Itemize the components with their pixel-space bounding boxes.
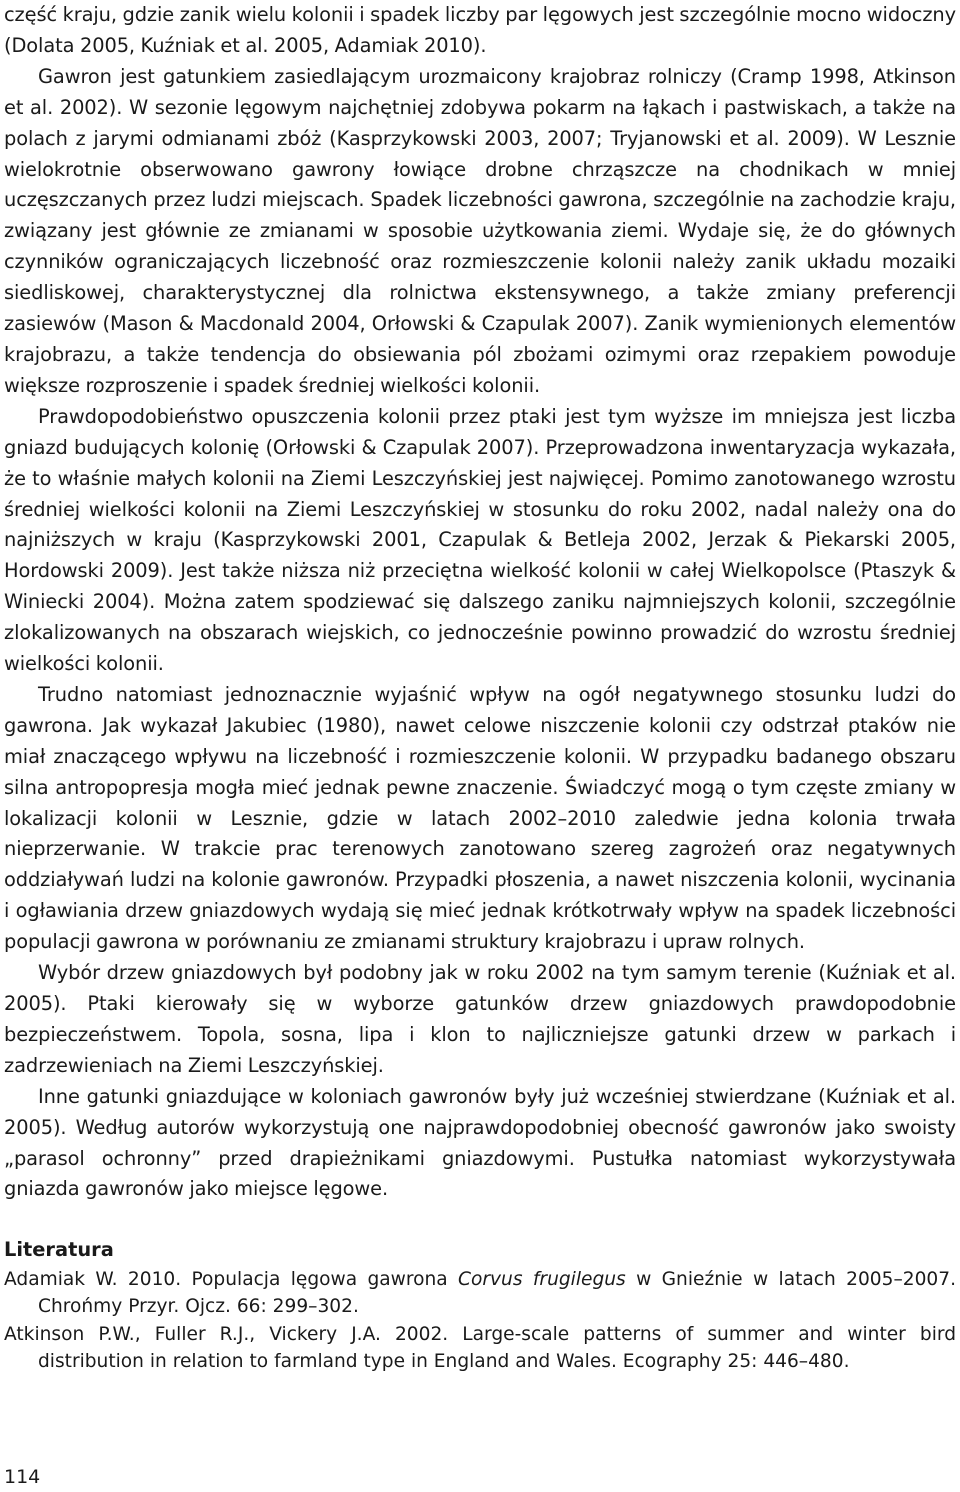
literature-heading: Literatura bbox=[4, 1238, 114, 1262]
reference-text: Adamiak W. 2010. Populacja lęgowa gawrona bbox=[4, 1269, 459, 1291]
reference-species-name: Corvus frugilegus bbox=[458, 1269, 626, 1291]
paragraph-other-species: Inne gatunki gniazdujące w koloniach gawronów były już wcześniej stwierdzane (Kuźniak et al. 2005). Według autorów wykorzystują one najprawdopodobniej obecność gawronów jako swoisty „parasol ochronny” przed drapieżnikami gniazdowymi. Pustułka natomiast wykorzystywała gniazda gawronów jako miejsce lęgowe. bbox=[4, 1084, 956, 1201]
page-number: 114 bbox=[4, 1466, 41, 1488]
reference-text: Atkinson P.W., Fuller R.J., Vickery J.A. 2002. Large-scale patterns of summer and winter bird distribution in relation to farmland type in England and Wales. Ecography 25: 446–480. bbox=[4, 1324, 956, 1372]
reference-item bbox=[4, 1267, 956, 1320]
reference-list bbox=[4, 1267, 956, 1375]
reference-text-after: w Gnieźnie w latach 2005–2007. Chrońmy Przyr. Ojcz. 66: 299–302. bbox=[38, 1269, 956, 1317]
paragraph-human-impact: Trudno natomiast jednoznacznie wyjaśnić wpływ na ogół negatywnego stosunku ludzi do gawrona. Jak wykazał Jakubiec (1980), nawet celowe niszczenie kolonii czy odstrzał ptaków nie miał znaczącego wpływu na liczebność i rozmieszczenie kolonii. W przypadku badanego obszaru silna antropopresja mogła mieć jednak pewne znaczenie. Świadczyć mogą o tym częste zmiany w lokalizacji kolonii w Lesznie, gdzie w latach 2002–2010 zaledwie jedna kolonia trwała nieprzerwanie. W trakcie prac terenowych zanotowano szereg zagrożeń oraz negatywnych oddziaływań ludzi na kolonie gawronów. Przypadki płoszenia, a nawet niszczenia kolonii, wycinania i ogławiania drzew gniazdowych wydają się mieć jednak krótkotrwały wpływ na spadek liczebności populacji gawrona w porównaniu ze zmianami struktury krajobrazu i upraw rolnych. bbox=[4, 682, 956, 954]
reference-item bbox=[4, 1322, 956, 1375]
paragraph-continued: część kraju, gdzie zanik wielu kolonii i spadek liczby par lęgowych jest szczególnie mocno widoczny (Dolata 2005, Kuźniak et al. 2005, Adamiak 2010). bbox=[4, 3, 956, 57]
article-body bbox=[4, 0, 956, 1205]
paragraph-colony-size: Prawdopodobieństwo opuszczenia kolonii przez ptaki jest tym wyższe im mniejsza jest liczba gniazd budujących kolonię (Orłowski & Czapulak 2007). Przeprowadzona inwentaryzacja wykazała, że to właśnie małych kolonii na Ziemi Leszczyńskiej jest najwięcej. Pomimo zanotowanego wzrostu średniej wielkości kolonii na Ziemi Leszczyńskiej w stosunku do roku 2002, nadal należy ona do najniższych w kraju (Kasprzykowski 2001, Czapulak & Betleja 2002, Jerzak & Piekarski 2005, Hordowski 2009). Jest także niższa niż przeciętna wielkość kolonii w całej Wielkopolsce (Ptaszyk & Winiecki 2004). Można zatem spodziewać się dalszego zaniku najmniejszych kolonii, szczególnie zlokalizowanych na obszarach wiejskich, co jednocześnie powinno prowadzić do wzrostu średniej wielkości kolonii. bbox=[4, 404, 956, 676]
paragraph-habitat: Gawron jest gatunkiem zasiedlającym urozmaicony krajobraz rolniczy (Cramp 1998, Atkinson et al. 2002). W sezonie lęgowym najchętniej zdobywa pokarm na łąkach i pastwiskach, a także na polach z jarymi odmianami zbóż (Kasprzykowski 2003, 2007; Tryjanowski et al. 2009). W Lesznie wielokrotnie obserwowano gawrony łowiące drobne chrząszcze na chodnikach w mniej uczęszczanych przez ludzi miejscach. Spadek liczebności gawrona, szczególnie na zachodzie kraju, związany jest głównie ze zmianami w sposobie użytkowania ziemi. Wydaje się, że do głównych czynników ograniczających liczebność oraz rozmieszczenie kolonii należy zanik układu mozaiki siedliskowej, charakterystycznej dla rolnictwa ekstensywnego, a także zmiany preferencji zasiewów (Mason & Macdonald 2004, Orłowski & Czapulak 2007). Zanik wymienionych elementów krajobrazu, a także tendencja do obsiewania pól zbożami ozimymi oraz rzepakiem powoduje większe rozproszenie i spadek średniej wielkości kolonii. bbox=[4, 64, 956, 397]
page bbox=[4, 0, 956, 1377]
paragraph-nest-trees: Wybór drzew gniazdowych był podobny jak w roku 2002 na tym samym terenie (Kuźniak et al. 2005). Ptaki kierowały się w wyborze gatunków drzew gniazdowych prawdopodobnie bezpieczeństwem. Topola, sosna, lipa i klon to najliczniejsze gatunki drzew w parkach i zadrzewieniach na Ziemi Leszczyńskiej. bbox=[4, 961, 956, 1077]
